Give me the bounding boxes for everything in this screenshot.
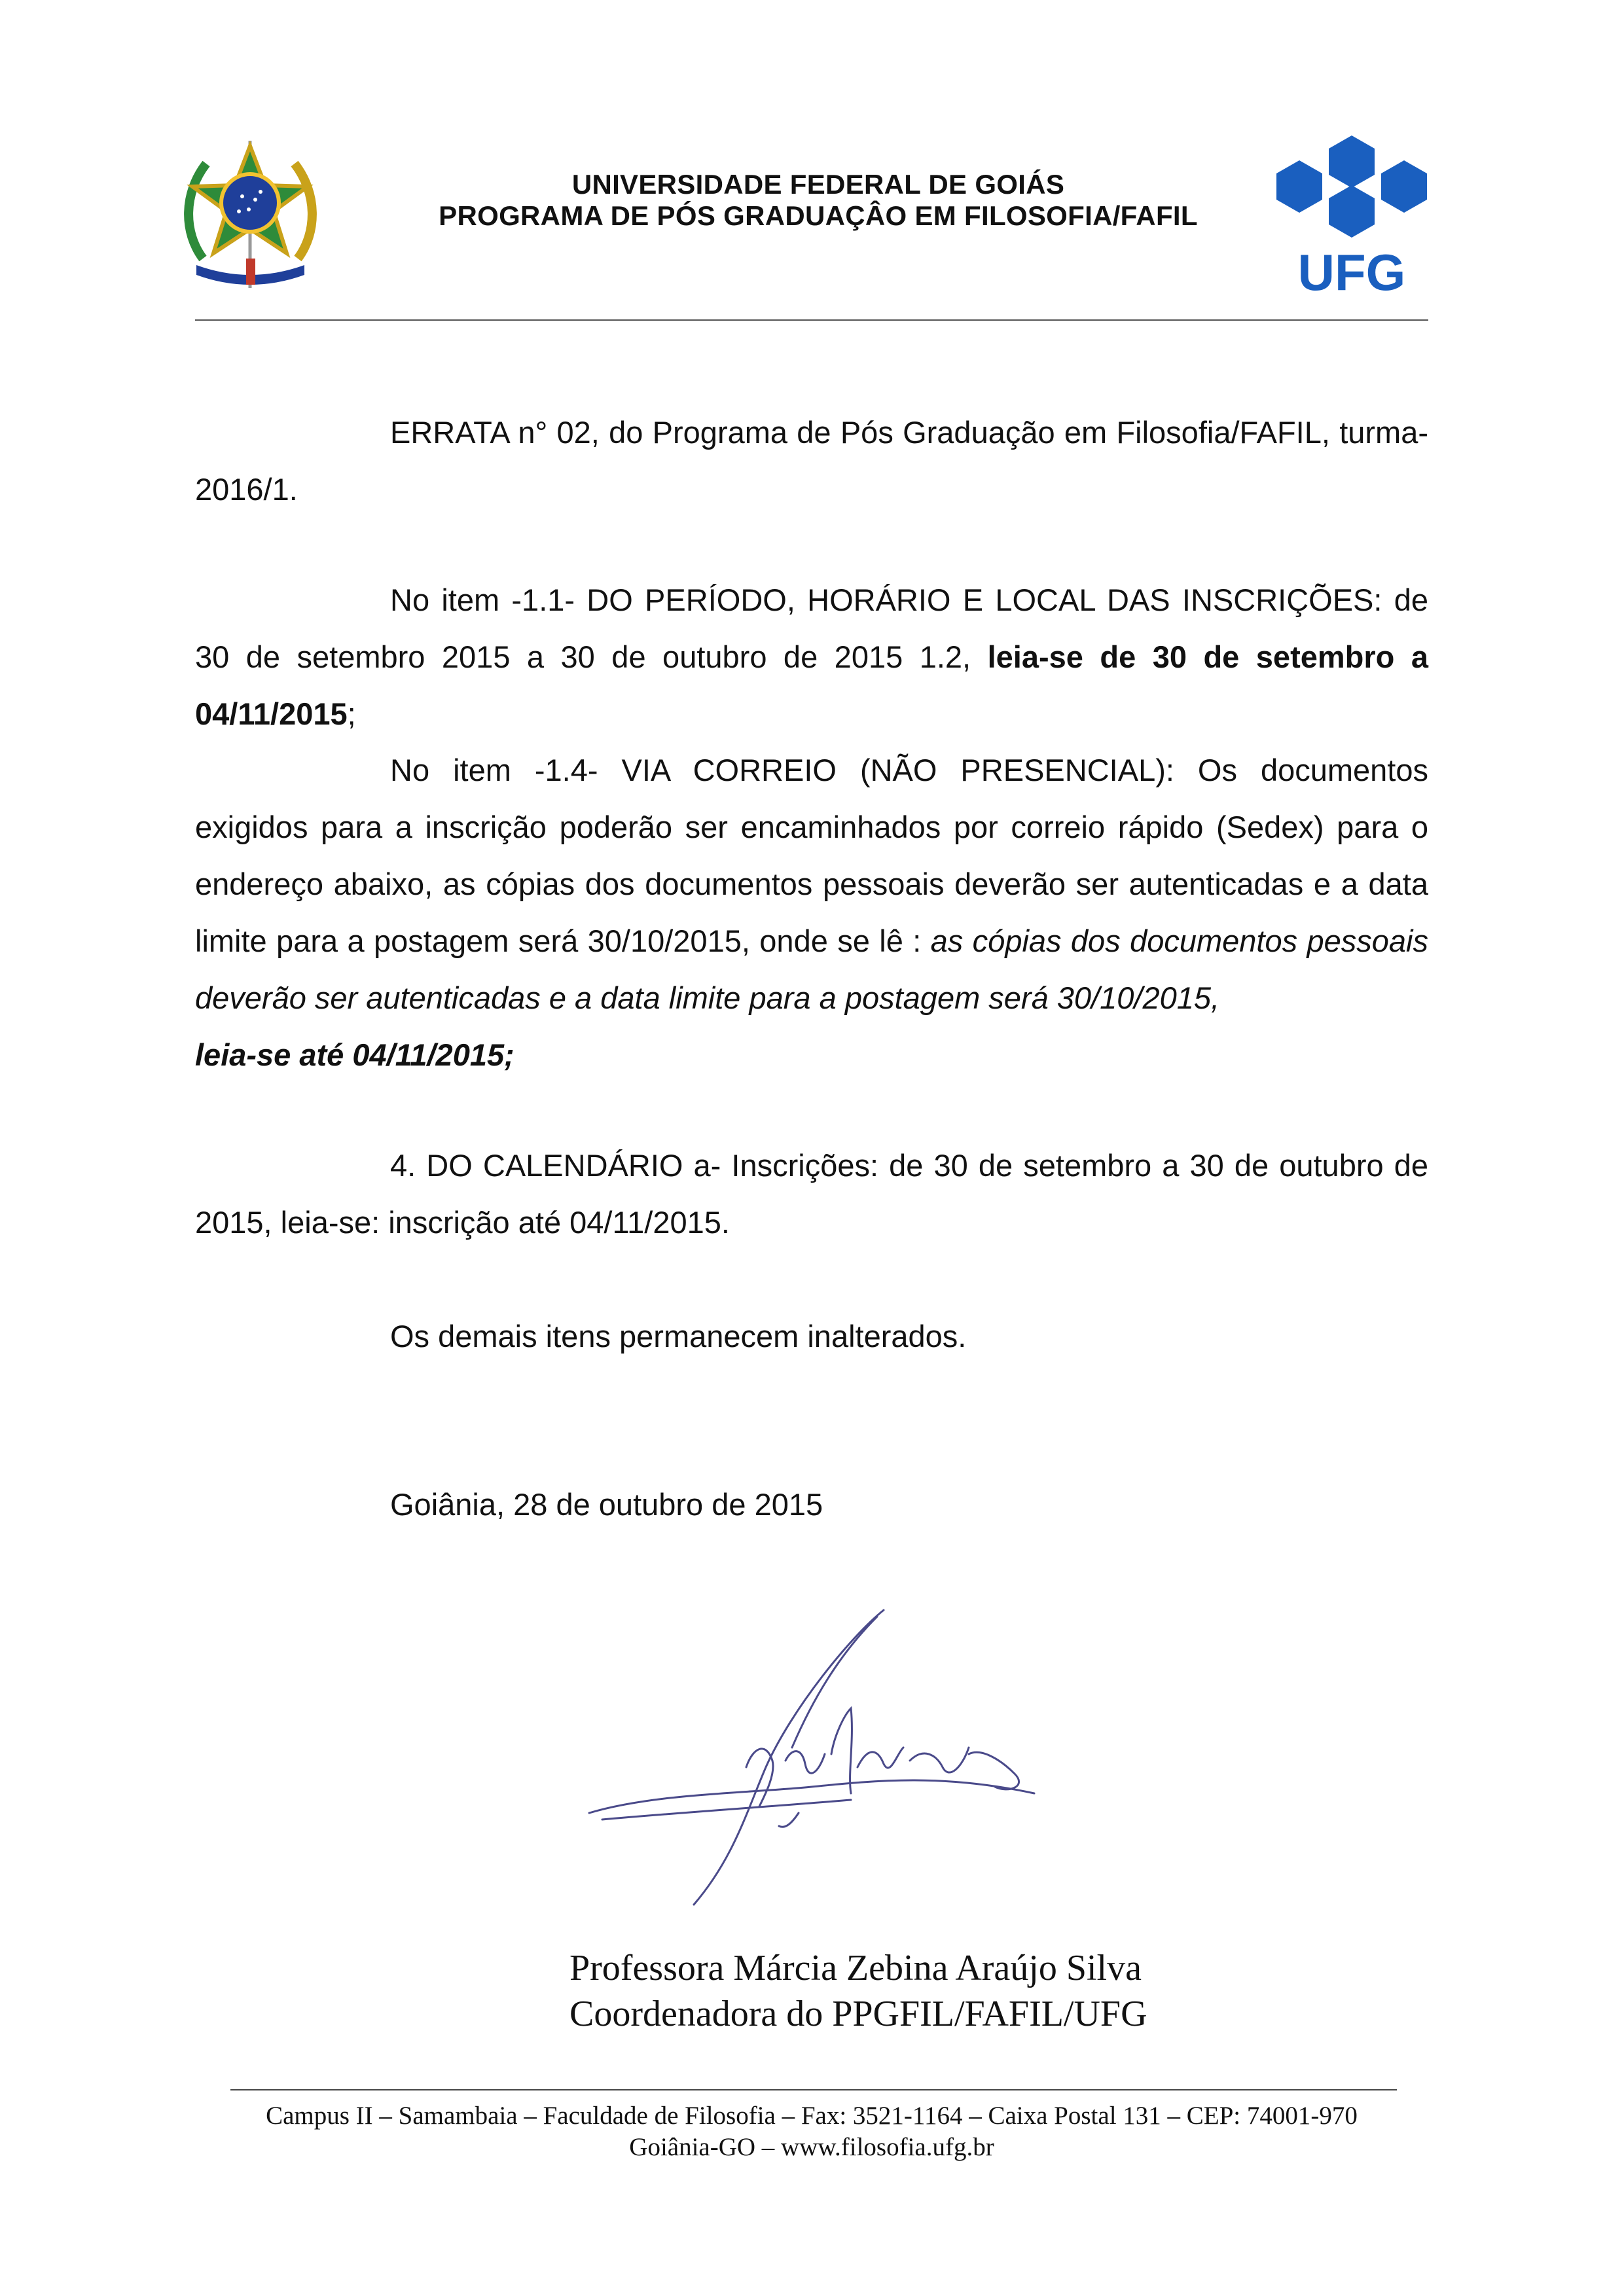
footer-address: Campus II – Samambaia – Faculdade de Filosofia – Fax: 3521-1164 – Caixa Postal 131 – CEP: 74001-970: [266, 2102, 1358, 2130]
program-name: PROGRAMA DE PÓS GRADUAÇÂO EM FILOSOFIA/FAFIL: [439, 200, 1198, 231]
signer-name: Professora Márcia Zebina Araújo Silva: [569, 1948, 1142, 1988]
header-divider: [195, 319, 1428, 321]
date-line: [195, 1476, 1428, 1533]
handwritten-signature: [576, 1597, 1060, 1937]
item-1-4-correction: leia-se até 04/11/2015;: [195, 1037, 514, 1072]
ufg-logo: [1276, 134, 1427, 298]
errata-title-text: ERRATA n° 02, do Programa de Pós Graduação em Filosofia/FAFIL, turma- 2016/1.: [195, 415, 1428, 507]
calendar-paragraph: [195, 1137, 1428, 1251]
item-1-4-paragraph: [195, 742, 1428, 1083]
item-1-1-correction: leia-se de 30 de setembro a 04/11/2015: [195, 639, 1428, 731]
footer-divider: [230, 2089, 1397, 2090]
remaining-items-text: Os demais itens permanecem inalterados.: [390, 1319, 967, 1354]
item-1-4-text: No item -1.4- VIA CORREIO (NÃO PRESENCIAL): Os documentos exigidos para a inscrição poderão ser encaminhados por correio rápido (Sedex) para o endereço abaixo, as cópias dos documentos pessoais deverão ser autenticadas e a data limite para a postagem será 30/10/2015, onde se lê :: [195, 753, 1428, 958]
item-1-1-paragraph: [195, 571, 1428, 742]
footer-website: Goiânia-GO – www.filosofia.ufg.br: [629, 2133, 994, 2161]
remaining-items-paragraph: [195, 1308, 1428, 1365]
date-text: Goiânia, 28 de outubro de 2015: [390, 1487, 823, 1522]
coat-of-arms-logo: [177, 134, 324, 291]
item-1-4-quote: as cópias dos documentos pessoais deverão ser autenticadas e a data limite para a postagem será 30/10/2015,: [195, 924, 1428, 1015]
item-1-1-text: No item -1.1- DO PERÍODO, HORÁRIO E LOCAL DAS INSCRIÇÕES: de 30 de setembro 2015 a 30 de outubro de 2015 1.2,: [195, 583, 1428, 674]
signer-role: Coordenadora do PPGFIL/FAFIL/UFG: [569, 1994, 1147, 2034]
errata-title-paragraph: [195, 404, 1428, 518]
item-1-1-end: ;: [347, 696, 356, 731]
institution-name: UNIVERSIDADE FEDERAL DE GOIÁS: [571, 169, 1065, 200]
ufg-logo-text: UFG: [1297, 243, 1406, 298]
calendar-text: 4. DO CALENDÁRIO a- Inscrições: de 30 de setembro a 30 de outubro de 2015, leia-se: inscrição até 04/11/2015.: [195, 1148, 1428, 1240]
